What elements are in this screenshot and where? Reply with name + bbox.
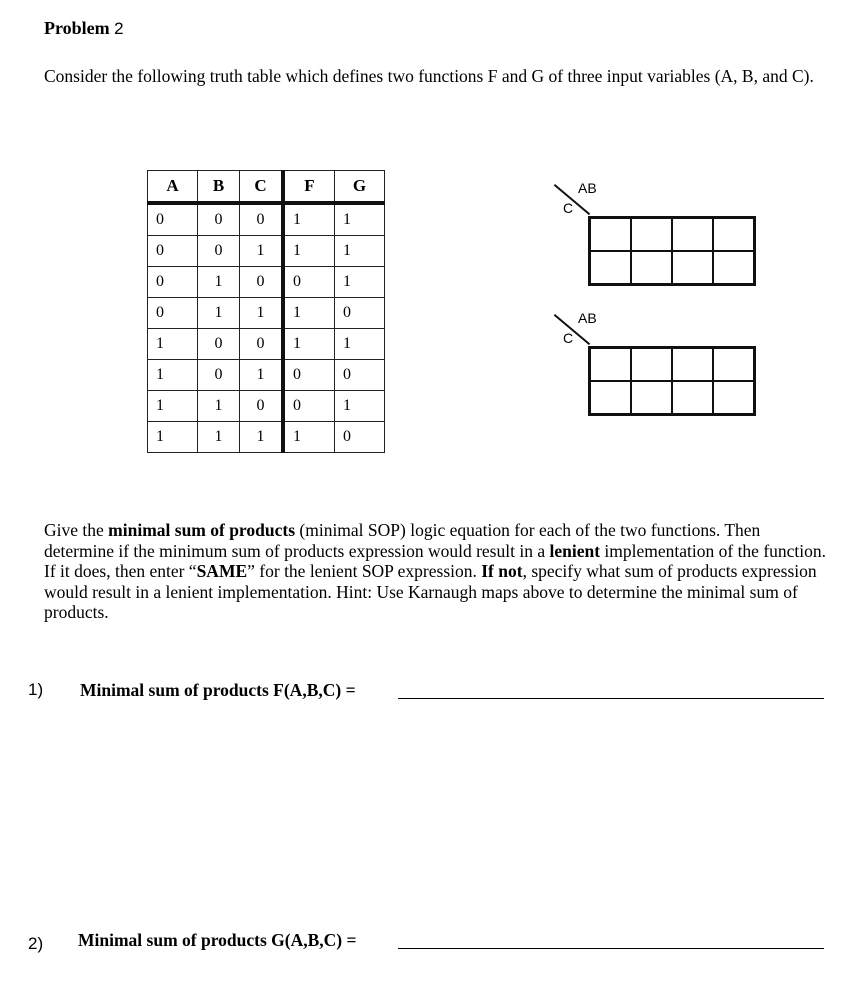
table-cell: 1: [148, 329, 198, 360]
bold-text: If not: [481, 561, 523, 581]
table-cell: 1: [148, 391, 198, 422]
table-cell: 0: [198, 329, 240, 360]
bold-text: minimal sum of products: [108, 520, 296, 540]
table-cell: 1: [148, 360, 198, 391]
table-cell: 0: [283, 360, 335, 391]
problem-number: 2: [114, 19, 124, 38]
kmap-cell[interactable]: [590, 218, 631, 251]
table-cell: 1: [283, 422, 335, 453]
kmap-cell[interactable]: [713, 251, 754, 284]
problem-title: [44, 18, 124, 39]
table-cell: 1: [198, 298, 240, 329]
kmap-row-label: C: [563, 330, 574, 346]
table-cell: 1: [283, 329, 335, 360]
bold-text: lenient: [549, 540, 601, 561]
table-row: [148, 203, 385, 236]
kmap-col-label: AB: [578, 180, 597, 196]
table-cell: 1: [283, 203, 335, 236]
table-row: [148, 422, 385, 453]
table-cell: 1: [198, 267, 240, 298]
table-cell: 0: [148, 203, 198, 236]
kmap-cell[interactable]: [631, 251, 672, 284]
question-1-number: 1): [28, 680, 44, 699]
table-cell: 0: [148, 236, 198, 267]
table-cell: 1: [240, 422, 284, 453]
table-cell: 0: [198, 236, 240, 267]
table-cell: 1: [198, 391, 240, 422]
table-cell: 0: [335, 422, 385, 453]
text: (minimal SOP) logic equation for each of the two functions. Then determine if the minimum sum of products expression would result in a: [44, 520, 761, 561]
kmap-cell[interactable]: [713, 218, 754, 251]
table-row: [148, 267, 385, 298]
table-cell: 1: [240, 360, 284, 391]
kmap-cell[interactable]: [590, 381, 631, 414]
table-cell: 1: [335, 329, 385, 360]
table-row: [148, 236, 385, 267]
truth-table: [147, 170, 385, 453]
kmap-cell[interactable]: [713, 381, 754, 414]
table-cell: 0: [240, 267, 284, 298]
bold-text: SAME: [196, 561, 248, 581]
kmap-cell[interactable]: [590, 251, 631, 284]
kmap-cell[interactable]: [713, 348, 754, 381]
table-cell: 1: [335, 391, 385, 422]
table-cell: 0: [283, 267, 335, 298]
table-row: [148, 298, 385, 329]
kmap-grid: [588, 346, 756, 416]
kmap-cell[interactable]: [631, 218, 672, 251]
kmap-col-label: AB: [578, 310, 597, 326]
kmap-cell[interactable]: [590, 348, 631, 381]
table-cell: 0: [335, 298, 385, 329]
text: Give the: [44, 520, 109, 540]
text: ” for the lenient SOP expression.: [247, 561, 482, 581]
column-header: C: [240, 171, 284, 204]
table-cell: 1: [335, 236, 385, 267]
table-cell: 1: [335, 267, 385, 298]
question-1-text: Minimal sum of products F(A,B,C) =: [80, 680, 356, 700]
question-2-number: 2): [28, 934, 44, 953]
table-cell: 0: [198, 203, 240, 236]
instructions-paragraph: [44, 520, 829, 623]
table-cell: 0: [240, 203, 284, 236]
kmap-cell[interactable]: [631, 381, 672, 414]
table-cell: 1: [283, 298, 335, 329]
column-header: F: [283, 171, 335, 204]
title-label: Problem: [44, 18, 110, 38]
kmap-f: [550, 180, 760, 270]
answer-line-f[interactable]: [398, 698, 824, 699]
table-row: [148, 391, 385, 422]
text: , specify what sum of products expression would result in a lenient implementation. Hint: Use Karnaugh maps above to determine the minimal sum of products.: [44, 561, 817, 622]
column-header: B: [198, 171, 240, 204]
table-cell: 1: [335, 203, 385, 236]
kmap-g: [550, 310, 760, 400]
column-header: G: [335, 171, 385, 204]
header-row: [148, 171, 385, 204]
table-cell: 0: [335, 360, 385, 391]
table-cell: 1: [240, 298, 284, 329]
kmap-cell[interactable]: [672, 251, 713, 284]
table-cell: 0: [240, 391, 284, 422]
kmap-row-label: C: [563, 200, 574, 216]
answer-line-g[interactable]: [398, 948, 824, 949]
kmap-grid: [588, 216, 756, 286]
table-cell: 0: [148, 298, 198, 329]
kmap-cell[interactable]: [672, 381, 713, 414]
intro-text: Consider the following truth table which defines two functions F and G of three input variables (A, B, and C).: [44, 66, 814, 86]
table-cell: 1: [198, 422, 240, 453]
text: implementation of the function. If it does, then enter “: [44, 540, 827, 581]
table-cell: 0: [283, 391, 335, 422]
question-2-text: Minimal sum of products G(A,B,C) =: [78, 930, 357, 950]
kmap-cell[interactable]: [631, 348, 672, 381]
kmap-cell[interactable]: [672, 218, 713, 251]
table-cell: 0: [240, 329, 284, 360]
table-cell: 0: [148, 267, 198, 298]
table-cell: 1: [240, 236, 284, 267]
table-row: [148, 329, 385, 360]
table-cell: 1: [283, 236, 335, 267]
column-header: A: [148, 171, 198, 204]
table-cell: 0: [198, 360, 240, 391]
kmap-cell[interactable]: [672, 348, 713, 381]
table-cell: 1: [148, 422, 198, 453]
table-row: [148, 360, 385, 391]
